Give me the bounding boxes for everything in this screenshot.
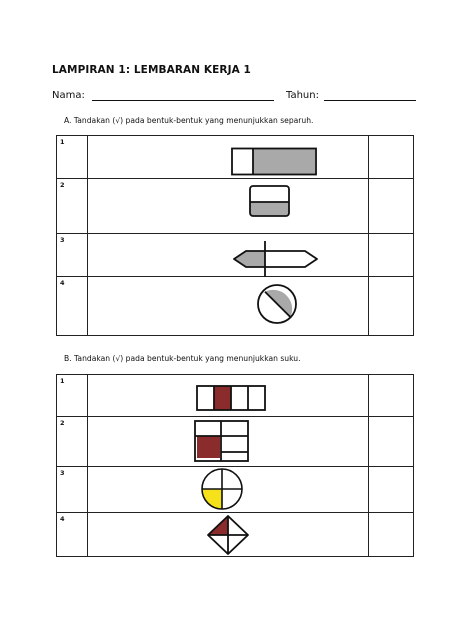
shape-cell — [88, 179, 369, 234]
checkmark-cell[interactable] — [369, 375, 414, 417]
row-number: 3 — [60, 469, 65, 477]
checkmark-cell[interactable] — [369, 136, 414, 179]
row-number: 1 — [60, 377, 65, 385]
shaded-part — [253, 149, 315, 175]
row-number: 4 — [60, 515, 65, 523]
shape-cell — [88, 417, 369, 467]
shape-cell — [88, 234, 369, 277]
shape-cell — [88, 513, 369, 557]
row-number-cell — [57, 179, 88, 234]
table-row — [57, 234, 414, 277]
hexagon-split-shape — [88, 234, 369, 277]
row-number-cell — [57, 277, 88, 336]
section-a-instruction: A. Tandakan (√) pada bentuk-bentuk yang menunjukkan separuh. — [64, 116, 314, 125]
checkmark-cell[interactable] — [369, 417, 414, 467]
row-number-cell — [57, 136, 88, 179]
table-row — [57, 179, 414, 234]
diamond-quarters-shape — [88, 513, 369, 557]
row-number: 2 — [60, 181, 65, 189]
shaded-part — [234, 251, 265, 267]
table-row — [57, 136, 414, 179]
tahun-input-line[interactable] — [324, 100, 416, 101]
shaded-part — [250, 202, 289, 216]
section-b-instruction: B. Tandakan (√) pada bentuk-bentuk yang menunjukkan suku. — [64, 354, 301, 363]
shaded-part — [197, 436, 220, 458]
worksheet-title: LAMPIRAN 1: LEMBARAN KERJA 1 — [52, 64, 251, 76]
table-row — [57, 417, 414, 467]
row-number: 4 — [60, 279, 65, 287]
checkmark-cell[interactable] — [369, 234, 414, 277]
table-row — [57, 277, 414, 336]
rectangle-split-shape — [88, 136, 369, 179]
circle-diagonal-shape — [88, 277, 369, 336]
table-row — [57, 513, 414, 557]
section-b-table — [56, 374, 414, 557]
checkmark-cell[interactable] — [369, 467, 414, 513]
shape-cell — [88, 467, 369, 513]
row-number-cell — [57, 467, 88, 513]
rounded-square-half-shape — [88, 179, 369, 234]
table-row — [57, 375, 414, 417]
shaded-part — [265, 290, 292, 317]
row-number-cell — [57, 234, 88, 277]
section-a-table — [56, 135, 414, 336]
checkmark-cell[interactable] — [369, 179, 414, 234]
row-number: 3 — [60, 236, 65, 244]
shape-cell — [88, 277, 369, 336]
shape-cell — [88, 375, 369, 417]
row-number: 2 — [60, 419, 65, 427]
checkmark-cell[interactable] — [369, 277, 414, 336]
checkmark-cell[interactable] — [369, 513, 414, 557]
shape-cell — [88, 136, 369, 179]
nama-label: Nama: — [52, 90, 85, 101]
row-number-cell — [57, 375, 88, 417]
row-number: 1 — [60, 138, 65, 146]
shaded-part — [214, 386, 231, 410]
row-number-cell — [57, 417, 88, 467]
nama-input-line[interactable] — [92, 100, 274, 101]
row-number-cell — [57, 513, 88, 557]
square-grid-shape — [88, 417, 369, 467]
table-row — [57, 467, 414, 513]
four-strips-shape — [88, 375, 369, 417]
circle-quarters-shape — [88, 467, 369, 513]
tahun-label: Tahun: — [286, 90, 319, 101]
